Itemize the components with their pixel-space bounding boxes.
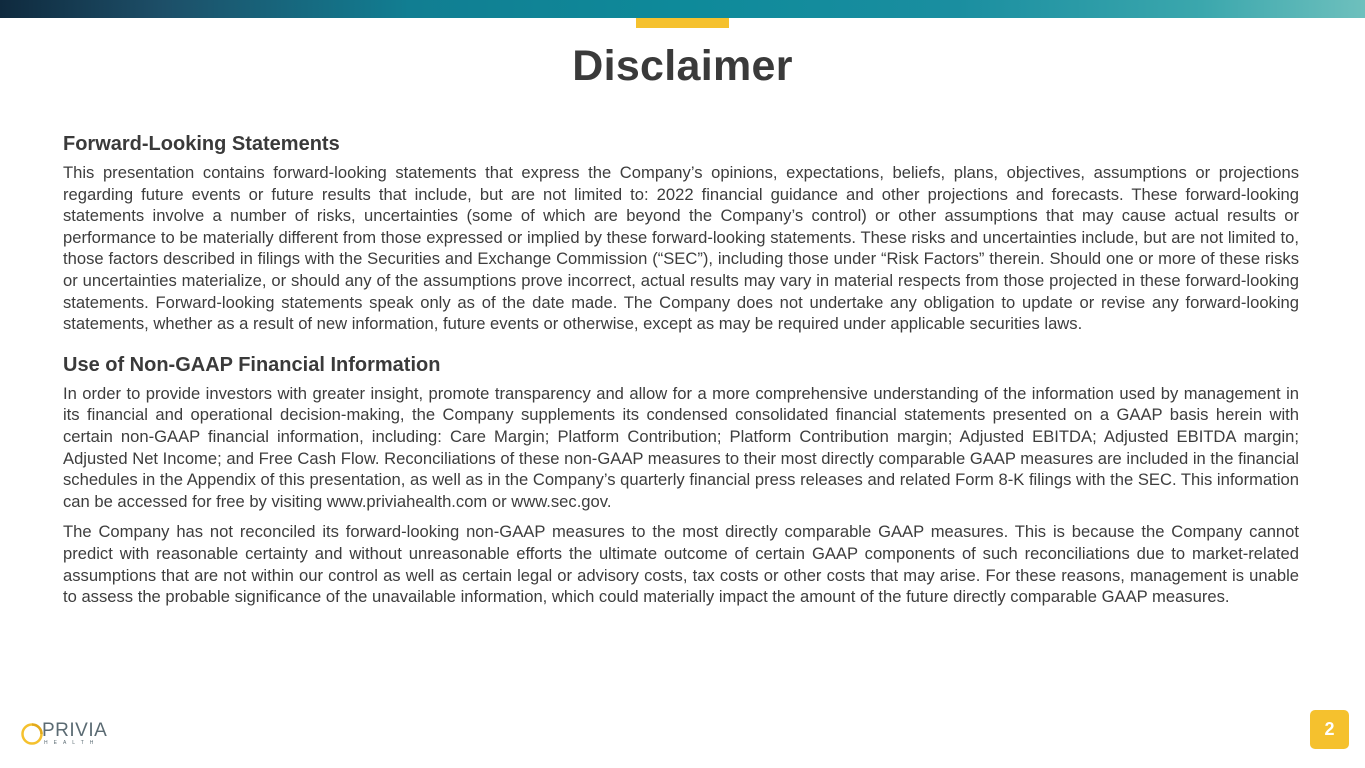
non-gaap-heading: Use of Non-GAAP Financial Information	[63, 353, 441, 376]
logo-subtext: HEALTH	[44, 740, 100, 746]
logo-wordmark: PRIVIA	[42, 720, 108, 741]
disclaimer-content	[63, 131, 1299, 608]
forward-looking-heading: Forward-Looking Statements	[63, 133, 340, 155]
forward-looking-paragraph: This presentation contains forward-looking statements that express the Company’s opinions, expectations, beliefs, plans, objectives, assumptions or projections regarding future events or future results that include, but are not limited to: 2022 financial guidance and other projections and forecasts. These forward-looking statements involve a number of risks, uncertainties (some of which are beyond the Company’s control) or other assumptions that may cause actual results or performance to be materially different from those expressed or implied by these forward-looking statements. These risks and uncertainties include, but are not limited to, those factors described in filings with the Securities and Exchange Commission (“SEC”), including those under “Risk Factors” therein. Should one or more of these risks or uncertainties materialize, or should any of the assumptions prove incorrect, actual results may vary in material respects from those projected in these forward-looking statements. Forward-looking statements speak only as of the date made. The Company does not undertake any obligation to update or revise any forward-looking statements, whether as a result of new information, future events or otherwise, except as may be required under applicable securities laws.	[63, 163, 1299, 334]
non-gaap-paragraph-1: In order to provide investors with greater insight, promote transparency and allow for a more comprehensive understanding of the information used by management in its financial and operational decision-making, the Company supplements its condensed consolidated financial statements presented on a GAAP basis herein with certain non-GAAP financial information, including: Care Margin; Platform Contribution; Platform Contribution margin; Adjusted EBITDA; Adjusted EBITDA margin; Adjusted Net Income; and Free Cash Flow. Reconciliations of these non-GAAP measures to their most directly comparable GAAP measures are included in the financial schedules in the Appendix of this presentation, as well as in the Company’s quarterly financial press releases and related Form 8-K filings with the SEC. This information can be accessed for free by visiting www.priviahealth.com or www.sec.gov.	[63, 383, 1299, 511]
privia-health-logo	[20, 720, 130, 748]
page-title: Disclaimer	[572, 42, 793, 90]
page-number-badge: 2	[1310, 710, 1349, 749]
non-gaap-paragraph-2: The Company has not reconciled its forward-looking non-GAAP measures to the most directly comparable GAAP measures. This is because the Company cannot predict with reasonable certainty and without unreasonable efforts the ultimate outcome of certain GAAP components of such reconciliations due to market-related assumptions that are not within our control as well as certain legal or advisory costs, tax costs or other costs that may arise. For these reasons, management is unable to assess the probable significance of the unavailable information, which could materially impact the amount of the future directly comparable GAAP measures.	[63, 522, 1299, 607]
privia-logo-mark-icon	[20, 722, 44, 746]
header-gradient-bar	[0, 0, 1365, 18]
header-accent-tab	[636, 18, 729, 28]
